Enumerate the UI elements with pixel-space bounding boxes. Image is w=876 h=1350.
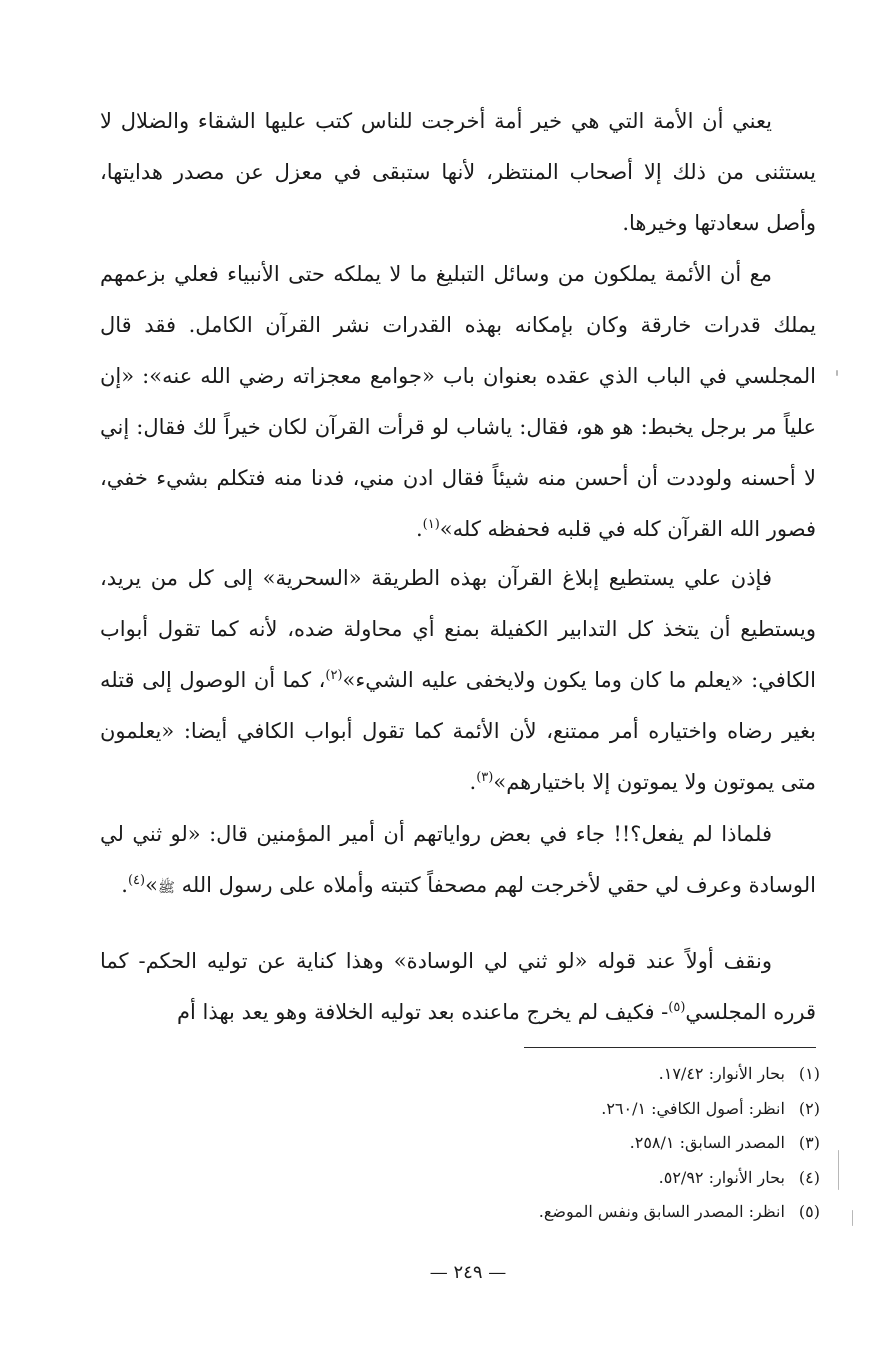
footnotes-list	[420, 1057, 820, 1230]
footnote-item	[420, 1161, 820, 1196]
paragraph-tail: .	[121, 873, 128, 897]
footnote-item	[420, 1195, 820, 1230]
footnote-text: بحار الأنوار: ١٧/٤٢.	[658, 1064, 785, 1083]
paragraph-tail: »	[145, 873, 158, 897]
footnote-text: المصدر السابق: ٢٥٨/١.	[629, 1133, 785, 1152]
scan-mark	[836, 370, 838, 376]
paragraph-text: فإذن علي يستطيع إبلاغ القرآن بهذه الطريقة «السحرية» إلى كل من يريد، ويستطيع أن يتخذ كل التدابير الكفيلة بمنع أي محاولة ضده، لأنه كما تقول أبواب الكافي: «يعلم ما كان وما يكون ولايخفى عليه الشيء»	[100, 566, 816, 692]
footnote-item	[420, 1126, 820, 1161]
honorific-glyph: ﷺ	[157, 880, 175, 896]
paragraph-5	[100, 936, 816, 1038]
footnote-number: (١)	[798, 1064, 820, 1083]
paragraph-2	[100, 249, 816, 555]
paragraph-tail: - فكيف لم يخرج ماعنده بعد توليه الخلافة وهو يعد بهذا أم	[177, 1000, 669, 1024]
footnote-number: (٥)	[798, 1202, 820, 1221]
paragraph-tail: .	[469, 770, 477, 794]
footnote-divider	[524, 1047, 816, 1048]
page-number: — ٢٤٩ —	[429, 1262, 507, 1283]
paragraph-text: ونقف أولاً عند قوله «لو ثني لي الوسادة» وهذا كناية عن توليه الحكم- كما قرره المجلسي	[100, 949, 816, 1024]
paragraph-4	[100, 809, 816, 914]
paragraph-text: فلماذا لم يفعل؟!! جاء في بعض رواياتهم أن أمير المؤمنين قال: «لو ثني لي الوسادة وعرف لي حقي لأخرجت لهم مصحفاً كتبته وأملاه على رسول الله	[100, 822, 816, 897]
footnote-ref[interactable]: (٣)	[476, 770, 494, 785]
footnote-item	[420, 1057, 820, 1092]
paragraph-text: يعني أن الأمة التي هي خير أمة أخرجت للناس كتب عليها الشقاء والضلال لا يستثنى من ذلك إلا أصحاب المنتظر، لأنها ستبقى في معزل عن مصدر هدايتها، وأصل سعادتها وخيرها.	[100, 109, 816, 235]
footnote-text: بحار الأنوار: ٥٢/٩٢.	[658, 1167, 785, 1187]
footnote-number: (٢)	[798, 1098, 820, 1118]
footnote-ref[interactable]: (٤)	[127, 873, 146, 888]
footnote-ref[interactable]: (٥)	[668, 1000, 686, 1015]
paragraph-3	[100, 553, 816, 808]
footnote-number: (٣)	[798, 1133, 820, 1152]
footnote-text: انظر: أصول الكافي: ٢٦٠/١.	[601, 1098, 785, 1118]
paragraph-tail: .	[415, 517, 423, 541]
footnote-item	[420, 1092, 820, 1127]
paragraph-1	[100, 96, 816, 249]
paragraph-text: مع أن الأئمة يملكون من وسائل التبليغ ما لا يملكه حتى الأنبياء فعلي بزعمهم يملك قدرات خارقة وكان بإمكانه بهذه القدرات نشر القرآن الكامل. فقد قال المجلسي في الباب الذي عقده بعنوان باب «جوامع معجزاته رضي الله عنه»: «إن علياً مر برجل يخبط: هو هو، فقال: ياشاب لو قرأت القرآن لكان خيراً لك فقال: إني لا أحسنه ولوددت أن أحسن منه شيئاً فقال ادن مني، فدنا منه فتكلم بشيء خفي، فصور الله القرآن كله في قلبه فحفظه كله»	[100, 262, 816, 541]
footnote-ref[interactable]: (٢)	[325, 668, 343, 683]
paragraph-tail: ، كما أن الوصول إلى قتله بغير رضاه واختياره أمر ممتنع، لأن الأئمة كما تقول أبواب الكافي أيضا: «يعلمون متى يموتون ولا يموتون إلا باختيارهم»	[100, 668, 816, 794]
footnote-number: (٤)	[798, 1167, 820, 1187]
scan-mark	[852, 1210, 853, 1226]
scan-mark	[838, 1150, 839, 1190]
footnote-text: انظر: المصدر السابق ونفس الموضع.	[538, 1202, 785, 1221]
footnote-ref[interactable]: (١)	[422, 517, 440, 532]
